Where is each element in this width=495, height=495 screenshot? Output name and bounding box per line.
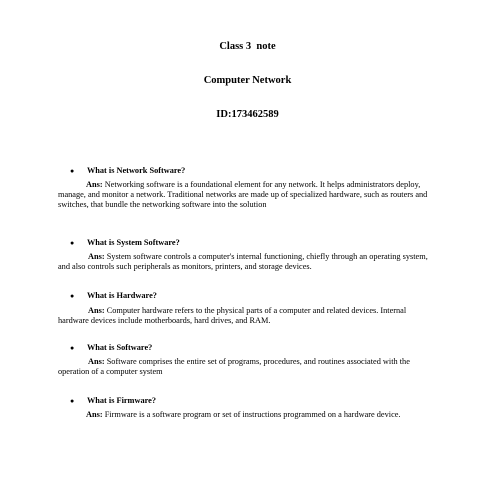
answer-paragraph	[58, 357, 438, 377]
question-text: What is Software?	[87, 343, 153, 352]
answer-label: Ans:	[86, 410, 103, 419]
answer-text: Firmware is a software program or set of instructions programmed on a hardware device.	[104, 410, 401, 419]
question-text: What is Hardware?	[87, 291, 157, 300]
answer-text: Computer hardware refers to the physical parts of a computer and related devices. Internal hardware devices include motherboards, hard drives, and RAM.	[58, 306, 407, 325]
question-text: What is Firmware?	[87, 396, 156, 405]
bullet-icon: ●	[70, 397, 75, 405]
bullet-icon: ●	[70, 344, 75, 352]
answer-text: System software controls a computer's internal functioning, chiefly through an operating system, and also controls such peripherals as monitors, printers, and storage devices.	[58, 252, 428, 271]
answer-text: Networking software is a foundational element for any network. It helps administrators deploy, manage, and monitor a network. Traditional networks are made up of specialized hardware, such as routers and switches, that bundle the networking software into the solution	[58, 180, 428, 209]
bullet-icon: ●	[70, 167, 75, 175]
question-item	[70, 238, 180, 248]
answer-label: Ans:	[88, 306, 105, 315]
answer-label: Ans:	[88, 252, 105, 261]
answer-paragraph	[58, 252, 438, 272]
answer-label: Ans:	[88, 357, 105, 366]
question-text: What is Network Software?	[87, 166, 186, 175]
question-item	[70, 343, 152, 353]
question-text: What is System Software?	[87, 238, 180, 247]
question-item	[70, 396, 156, 406]
question-item	[70, 166, 185, 176]
class-note-heading: Class 3 note	[219, 41, 276, 52]
id-heading: ID:173462589	[216, 109, 279, 120]
answer-paragraph	[58, 410, 438, 420]
answer-paragraph	[58, 180, 438, 210]
answer-label: Ans:	[86, 180, 103, 189]
bullet-icon: ●	[70, 292, 75, 300]
question-item	[70, 291, 157, 301]
subject-heading: Computer Network	[203, 75, 292, 86]
answer-paragraph	[58, 306, 438, 326]
answer-text: Software comprises the entire set of programs, procedures, and routines associated with the operation of a computer system	[58, 357, 410, 376]
bullet-icon: ●	[70, 239, 75, 247]
